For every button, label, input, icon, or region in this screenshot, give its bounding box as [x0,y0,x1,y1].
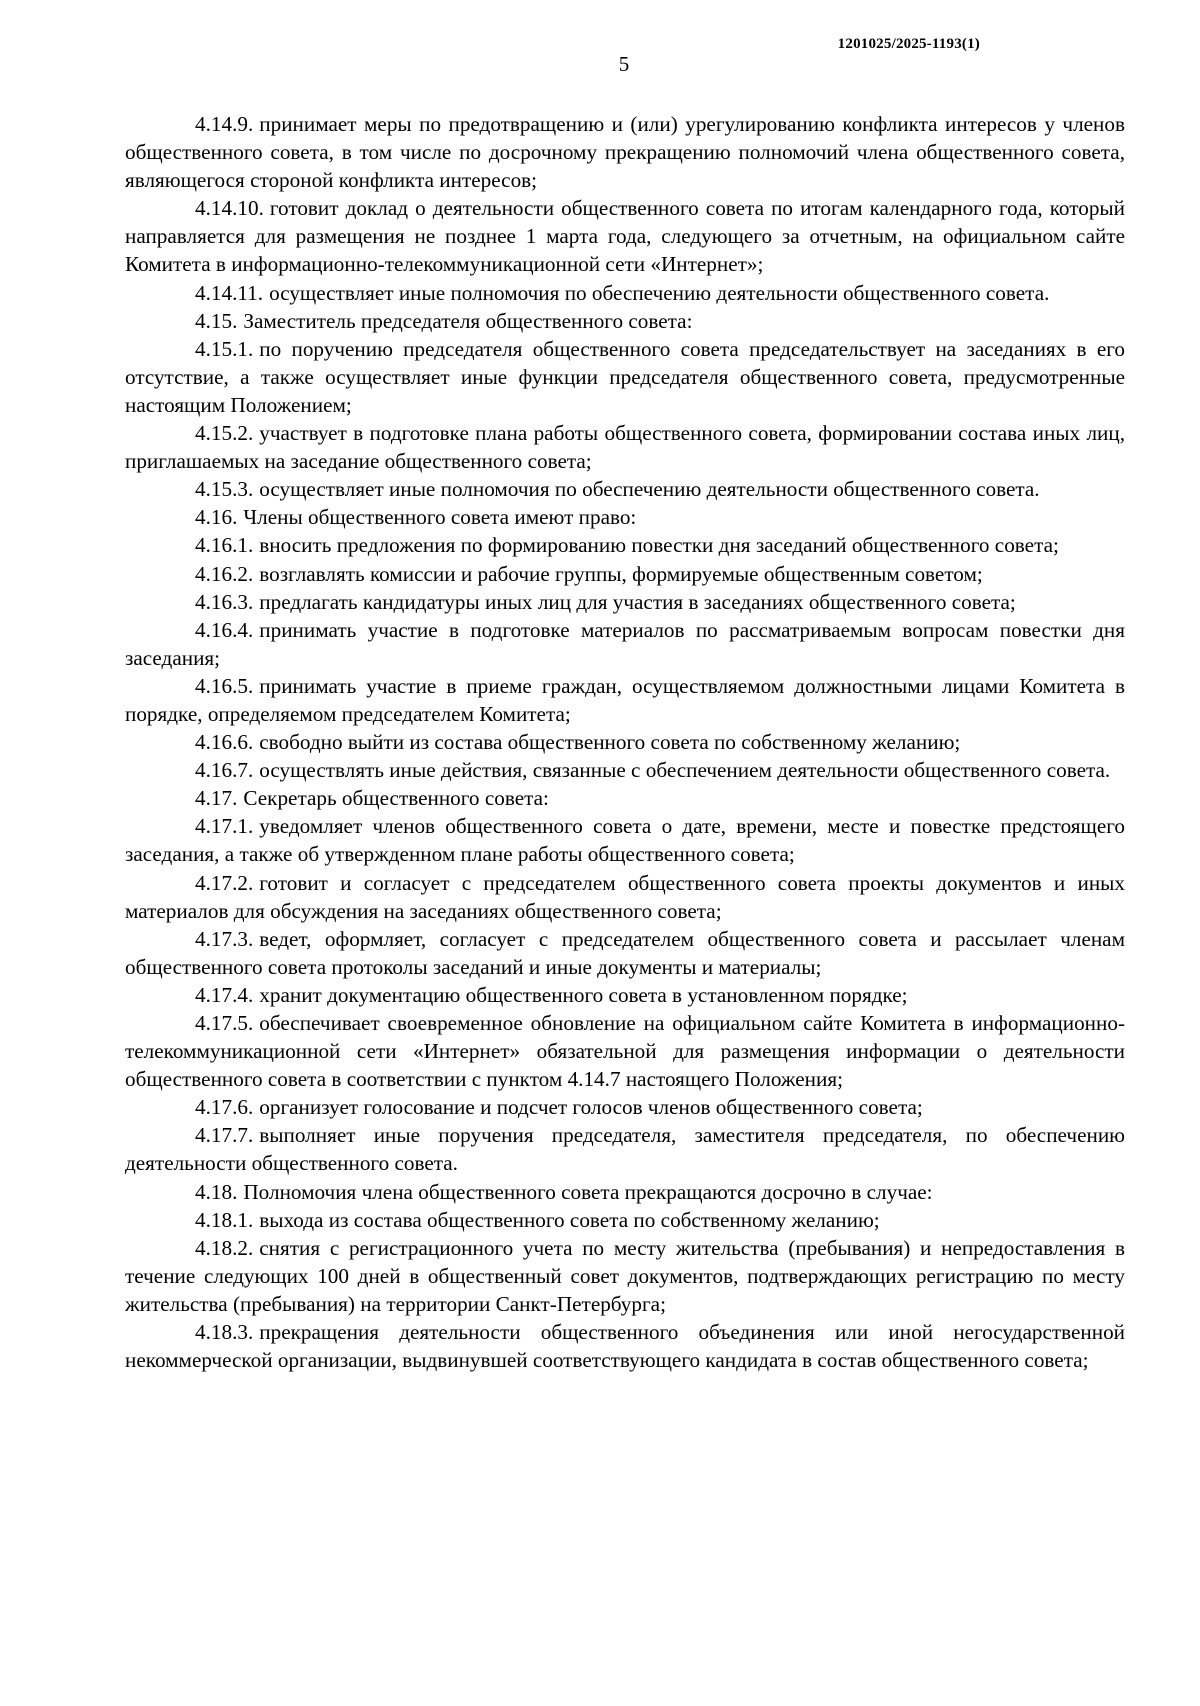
paragraph-4-15-3 [125,475,1125,503]
paragraph-4-17-7 [125,1121,1125,1177]
paragraph-4-16-7 [125,756,1125,784]
paragraph-text: вносить предложения по формированию повестки дня заседаний общественного совета; [259,533,1059,558]
paragraph-text: прекращения деятельности общественного объединения или иной негосударственной некоммерческой организации, выдвинувшей соответствующего кандидата в состав общественного совета; [125,1320,1125,1373]
paragraph-number: 4.18.2. [195,1235,254,1260]
paragraph-text: Члены общественного совета имеют право: [243,505,637,530]
paragraph-4-18-3 [125,1318,1125,1374]
paragraph-number: 4.15.2. [195,421,254,446]
paragraph-number: 4.17.4. [195,982,254,1007]
paragraph-text: организует голосование и подсчет голосов членов общественного совета; [259,1095,923,1120]
paragraph-text: принимать участие в приеме граждан, осуществляемом должностными лицами Комитета в порядке, определяемом председателем Комитета; [125,673,1125,726]
paragraph-number: 4.18. [195,1179,238,1204]
paragraph-text: участвует в подготовке плана работы общественного совета, формировании состава иных лиц, приглашаемых на заседание общественного совета; [125,421,1125,474]
paragraph-number: 4.16. [195,505,238,530]
paragraph-text: возглавлять комиссии и рабочие группы, формируемые общественным советом; [259,561,983,586]
paragraph-text: осуществляет иные полномочия по обеспечению деятельности общественного совета. [259,477,1040,502]
paragraph-number: 4.17.1. [195,814,254,839]
paragraph-number: 4.16.5. [195,673,254,698]
paragraph-text: готовит доклад о деятельности общественного совета по итогам календарного года, который направляется для размещения не позднее 1 марта года, следующего за отчетным, на официальном сайте Комитета в информационно-телекоммуникационной сети «Интернет»; [125,196,1125,277]
paragraph-4-17-6 [125,1093,1125,1121]
paragraph-number: 4.15. [195,308,238,333]
paragraph-number: 4.16.4. [195,617,254,642]
paragraph-number: 4.17.6. [195,1095,254,1120]
paragraph-4-17-1 [125,812,1125,868]
document-number: 1201025/2025-1193(1) [837,36,980,52]
paragraph-number: 4.14.10. [195,196,264,221]
paragraph-number: 4.16.1. [195,533,254,558]
paragraph-4-17-5 [125,1009,1125,1093]
paragraph-4-16-4 [125,616,1125,672]
paragraph-4-16-1 [125,531,1125,559]
paragraph-4-17-3 [125,925,1125,981]
paragraph-number: 4.14.9. [195,112,254,136]
paragraph-number: 4.17.2. [195,870,254,895]
paragraph-number: 4.14.11. [195,280,264,305]
paragraph-text: предлагать кандидатуры иных лиц для участия в заседаниях общественного совета; [259,589,1016,614]
paragraph-text: обеспечивает своевременное обновление на официальном сайте Комитета в информационно-телекоммуникационной сети «Интернет» обязательной для размещения информации о деятельности общественного совета в соответствии с пунктом 4.14.7 настоящего Положения; [125,1011,1125,1092]
paragraph-number: 4.17.5. [195,1011,254,1035]
page-number: 5 [618,52,630,76]
paragraph-number: 4.15.1. [195,336,254,361]
paragraph-text: ведет, оформляет, согласует с председателем общественного совета и рассылает членам общественного совета протоколы заседаний и иные документы и материалы; [125,926,1125,979]
paragraph-number: 4.17.3. [195,926,254,951]
paragraph-4-15-1 [125,335,1125,419]
paragraph-text: Секретарь общественного совета: [243,786,549,811]
paragraph-text: снятия с регистрационного учета по месту жительства (пребывания) и непредоставления в течение следующих 100 дней в общественный совет документов, подтверждающих регистрацию по месту жительства (пребывания) на территории Санкт-Петербурга; [125,1235,1125,1316]
paragraph-text: выхода из состава общественного совета по собственному желанию; [259,1207,880,1232]
paragraph-4-16 [125,503,1125,531]
paragraph-4-17 [125,784,1125,812]
paragraph-4-14-9 [125,110,1125,194]
paragraph-4-16-3 [125,588,1125,616]
paragraph-4-14-10 [125,194,1125,278]
paragraph-4-14-11 [125,279,1125,307]
paragraph-number: 4.16.7. [195,758,254,783]
paragraph-4-18-1 [125,1206,1125,1234]
document-body [125,110,1125,1374]
paragraph-text: выполняет иные поручения председателя, заместителя председателя, по обеспечению деятельности общественного совета. [125,1123,1125,1176]
paragraph-4-18-2 [125,1234,1125,1318]
paragraph-number: 4.17. [195,786,238,811]
paragraph-text: осуществляет иные полномочия по обеспечению деятельности общественного совета. [269,280,1050,305]
paragraph-4-17-2 [125,869,1125,925]
paragraph-number: 4.15.3. [195,477,254,502]
paragraph-number: 4.16.2. [195,561,254,586]
paragraph-text: по поручению председателя общественного совета председательствует на заседаниях в его отсутствие, а также осуществляет иные функции председателя общественного совета, предусмотренные настоящим Положением; [125,336,1125,417]
paragraph-4-16-6 [125,728,1125,756]
paragraph-number: 4.16.3. [195,589,254,614]
paragraph-text: принимать участие в подготовке материалов по рассматриваемым вопросам повестки дня заседания; [125,617,1125,670]
paragraph-text: уведомляет членов общественного совета о дате, времени, месте и повестке предстоящего заседания, а также об утвержденном плане работы общественного совета; [125,814,1125,867]
paragraph-number: 4.17.7. [195,1123,254,1148]
paragraph-4-17-4 [125,981,1125,1009]
paragraph-text: готовит и согласует с председателем общественного совета проекты документов и иных материалов для обсуждения на заседаниях общественного совета; [125,870,1125,923]
paragraph-4-15-2 [125,419,1125,475]
paragraph-text: принимает меры по предотвращению и (или) урегулированию конфликта интересов у членов общественного совета, в том числе по досрочному прекращению полномочий члена общественного совета, являющегося стороной конфликта интересов; [125,112,1125,193]
paragraph-text: Полномочия члена общественного совета прекращаются досрочно в случае: [243,1179,933,1204]
paragraph-text: Заместитель председателя общественного совета: [243,308,693,333]
paragraph-text: свободно выйти из состава общественного совета по собственному желанию; [259,730,961,755]
paragraph-number: 4.16.6. [195,730,254,755]
paragraph-text: хранит документацию общественного совета в установленном порядке; [259,982,908,1007]
paragraph-text: осуществлять иные действия, связанные с обеспечением деятельности общественного совета. [259,758,1111,783]
paragraph-4-18 [125,1178,1125,1206]
paragraph-number: 4.18.3. [195,1320,254,1345]
paragraph-4-16-5 [125,672,1125,728]
paragraph-4-15 [125,307,1125,335]
paragraph-4-16-2 [125,560,1125,588]
paragraph-number: 4.18.1. [195,1207,254,1232]
